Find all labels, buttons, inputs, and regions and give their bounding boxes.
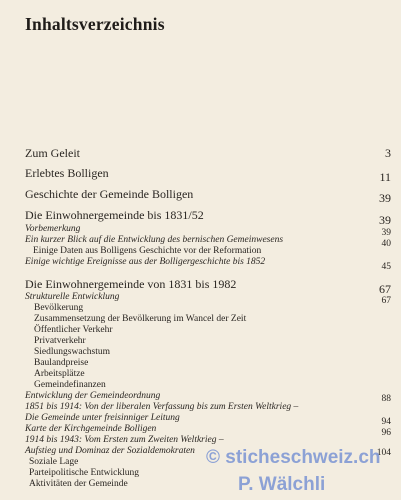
toc-entry-text: Privatverkehr [34,336,86,346]
toc-entry-page: 67 [381,296,391,306]
toc-entry-text: Einige Daten aus Bolligens Geschichte vor der Reformation [33,246,262,256]
toc-entry-text: Entwicklung der Gemeindeordnung [25,391,161,401]
toc-entry-page: 96 [381,428,391,438]
toc-entry-page: 3 [385,146,391,160]
toc-entry-text: Die Einwohnergemeinde bis 1831/52 [25,208,204,222]
toc-entry-page: 104 [376,448,391,458]
toc-entry-text: Die Gemeinde unter freisinniger Leitung [25,413,180,423]
toc-entry-text: Zum Geleit [25,146,80,160]
toc-entry-text: Arbeitsplätze [34,369,85,379]
toc-entry-text: Erlebtes Bolligen [25,166,109,180]
page-title: Inhaltsverzeichnis [25,14,165,34]
toc-entry-page: 11 [379,170,391,184]
toc-entry-text: Siedlungswachstum [34,347,110,357]
toc-entry-text: Karte der Kirchgemeinde Bolligen [25,424,157,434]
toc-entry-text: Zusammensetzung der Bevölkerung im Wancel der Zeit [34,314,247,324]
toc-entry-text: Soziale Lage [29,457,79,467]
toc-entry-page: 39 [379,191,391,205]
toc-entry-text: Baulandpreise [34,358,89,368]
toc-entry-text: Bevölkerung [34,303,84,313]
toc-entry-page: 94 [381,417,391,427]
toc-entry-text: Geschichte der Gemeinde Bolligen [25,187,194,201]
toc-entry-page: 45 [381,262,391,272]
toc-entry-text: Einige wichtige Ereignisse aus der Bolligergeschichte bis 1852 [25,257,266,267]
toc-entry-text: Aktivitäten der Gemeinde [29,479,128,489]
toc-entry-text: Vorbemerkung [25,224,81,234]
toc-entry-text: Öffentlicher Verkehr [34,325,113,335]
toc-entry-text: 1851 bis 1914: Von der liberalen Verfassung bis zum Ersten Weltkrieg – [25,402,299,412]
toc-entry-text: 1914 bis 1943: Vom Ersten zum Zweiten Weltkrieg – [25,435,224,445]
toc-entry-page: 67 [379,282,391,296]
toc-entry-text: Gemeindefinanzen [34,380,106,390]
toc-entry-page: 40 [381,239,391,249]
watermark-line1: © sticheschweiz.ch [206,447,381,468]
toc-entry-page: 39 [379,213,391,227]
toc-entry-text: Aufstieg und Dominaz der Sozialdemokraten [25,446,195,456]
toc-entry-text: Parteipolitische Entwicklung [29,468,140,478]
toc-entry-text: Die Einwohnergemeinde von 1831 bis 1982 [25,277,237,291]
toc-entry-page: 39 [381,228,391,238]
watermark-line2: P. Wälchli [238,474,326,495]
toc-entry-page: 88 [381,394,391,404]
toc-entry-text: Strukturelle Entwicklung [25,292,120,302]
toc-entry-text: Ein kurzer Blick auf die Entwicklung des bernischen Gemeinwesens [25,235,284,245]
